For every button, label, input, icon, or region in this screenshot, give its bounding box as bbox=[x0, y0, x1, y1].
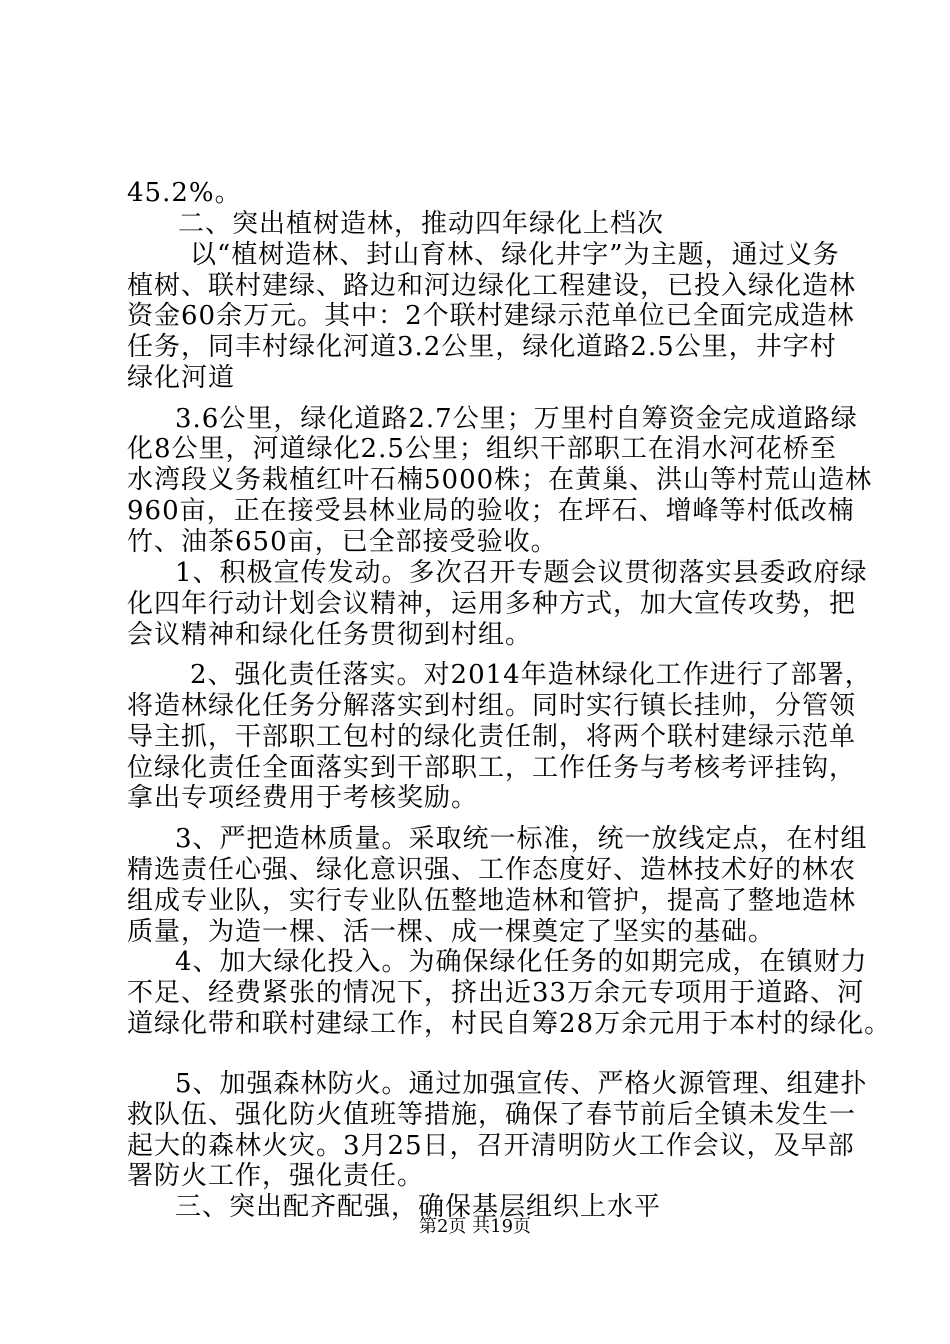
text-line: 拿出专项经费用于考核奖励。 bbox=[127, 783, 479, 813]
text-line: 不足、经费紧张的情况下，挤出近33万余元专项用于道路、河 bbox=[127, 978, 865, 1008]
section-heading: 二、突出植树造林，推动四年绿化上档次 bbox=[178, 209, 665, 239]
text-line: 精选责任心强、绿化意识强、工作态度好、造林技术好的林农 bbox=[127, 855, 857, 885]
text-line: 3、严把造林质量。采取统一标准，统一放线定点，在村组 bbox=[175, 824, 868, 854]
text-line: 会议精神和绿化任务贯彻到村组。 bbox=[127, 620, 533, 650]
text-line: 化8公里，河道绿化2.5公里；组织干部职工在涓水河花桥至 bbox=[127, 434, 837, 464]
text-line: 救队伍、强化防火值班等措施，确保了春节前后全镇未发生一 bbox=[127, 1100, 857, 1130]
text-line: 竹、油茶650亩，已全部接受验收。 bbox=[127, 527, 558, 557]
text-line: 植树、联村建绿、路边和河边绿化工程建设，已投入绿化造林 bbox=[127, 271, 857, 301]
text-line: 化四年行动计划会议精神，运用多种方式，加大宣传攻势，把 bbox=[127, 589, 857, 619]
text-line: 道绿化带和联村建绿工作，村民自筹28万余元用于本村的绿化。 bbox=[127, 1009, 892, 1039]
text-line: 3.6公里，绿化道路2.7公里；万里村自筹资金完成道路绿 bbox=[175, 404, 858, 434]
text-line: 4、加大绿化投入。为确保绿化任务的如期完成，在镇财力 bbox=[175, 947, 868, 977]
text-line: 资金60余万元。其中：2个联村建绿示范单位已全面完成造林 bbox=[127, 301, 855, 331]
text-line: 960亩，正在接受县林业局的验收；在坪石、增峰等村低改楠 bbox=[127, 496, 855, 526]
text-line: 以“植树造林、封山育林、绿化井字”为主题，通过义务 bbox=[190, 240, 840, 270]
text-line: 质量，为造一棵、活一棵、成一棵奠定了坚实的基础。 bbox=[127, 917, 776, 947]
text-line: 绿化河道 bbox=[127, 363, 236, 393]
page-number-footer: 第2页 共19页 bbox=[418, 1216, 532, 1237]
text-line: 任务，同丰村绿化河道3.2公里，绿化道路2.5公里，井字村 bbox=[127, 332, 837, 362]
text-line: 起大的森林火灾。3月25日，召开清明防火工作会议，及早部 bbox=[127, 1131, 855, 1161]
text-line: 1、积极宣传发动。多次召开专题会议贯彻落实县委政府绿 bbox=[175, 558, 868, 588]
text-line: 署防火工作，强化责任。 bbox=[127, 1161, 425, 1191]
text-line: 5、加强森林防火。通过加强宣传、严格火源管理、组建扑 bbox=[175, 1069, 868, 1099]
text-line: 2、强化责任落实。对2014年造林绿化工作进行了部署， bbox=[190, 660, 872, 690]
text-line: 导主抓，干部职工包村的绿化责任制，将两个联村建绿示范单 bbox=[127, 722, 857, 752]
text-line: 水湾段义务栽植红叶石楠5000株；在黄巢、洪山等村荒山造林 bbox=[127, 465, 873, 495]
text-line: 组成专业队，实行专业队伍整地造林和管护，提高了整地造林 bbox=[127, 886, 857, 916]
text-line: 45.2%。 bbox=[127, 178, 242, 208]
text-line: 将造林绿化任务分解落实到村组。同时实行镇长挂帅，分管领 bbox=[127, 691, 857, 721]
text-line: 位绿化责任全面落实到干部职工，工作任务与考核考评挂钩， bbox=[127, 753, 857, 783]
section-heading: 三、突出配齐配强，确保基层组织上水平 bbox=[175, 1192, 662, 1222]
